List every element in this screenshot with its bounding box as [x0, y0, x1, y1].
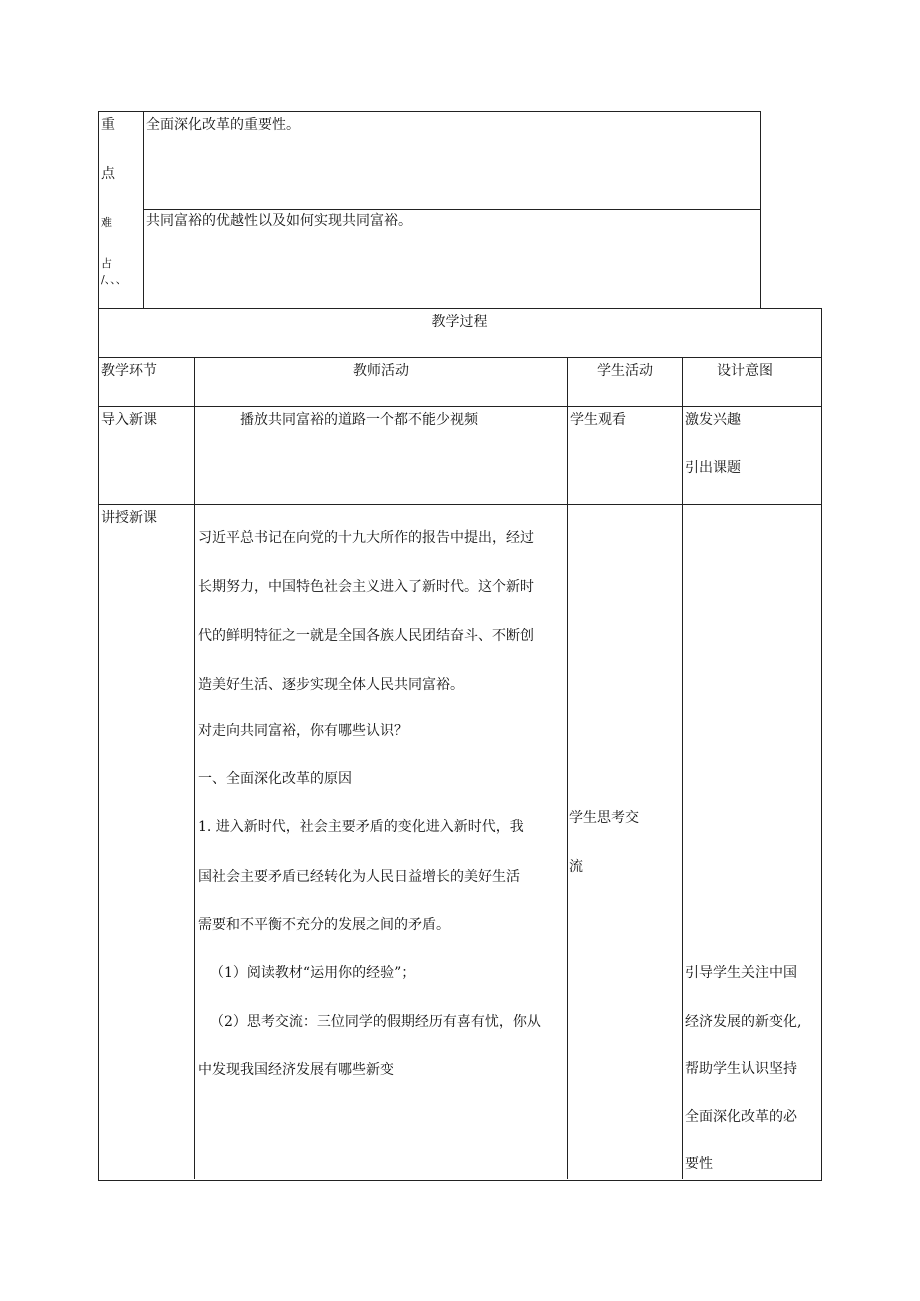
difficult-points-content: 共同富裕的优越性以及如何实现共同富裕。: [146, 213, 412, 229]
process-col-rule-3: [682, 357, 683, 1179]
lecture-intent-line-3: 帮助学生认识坚持: [685, 1061, 797, 1077]
header-student: 学生活动: [597, 363, 653, 379]
lecture-teacher-line-9: 需要和不平衡不充分的发展之间的矛盾。: [198, 917, 450, 933]
key-points-content: 全面深化改革的重要性。: [146, 117, 300, 133]
lecture-intent-line-1: 引导学生关注中国: [685, 965, 797, 981]
lecture-teacher-line-3: 代的鲜明特征之一就是全国各族人民团结奋斗、不断创: [198, 628, 534, 644]
process-table: [98, 308, 822, 1181]
lecture-teacher-line-11: （2）思考交流：三位同学的假期经历有喜有忧，你从: [210, 1014, 541, 1030]
intro-teacher: 播放共同富裕的道路一个都不能少视频: [240, 412, 478, 428]
header-intent: 设计意图: [717, 363, 773, 379]
lecture-teacher-line-6: 一、全面深化改革的原因: [198, 771, 352, 787]
process-rule-2: [98, 406, 821, 407]
lecture-teacher-line-1: 习近平总书记在向党的十九大所作的报告中提出，经过: [198, 530, 534, 546]
difficult-points-label-3: /、、、: [101, 273, 127, 286]
lecture-teacher-line-10: （1）阅读教材“运用你的经验”；: [210, 965, 416, 981]
lecture-stage: 讲授新课: [101, 510, 157, 526]
process-col-rule-2: [567, 357, 568, 1179]
key-points-divider-h: [143, 209, 760, 210]
lecture-student-line-1: 学生思考交: [569, 810, 639, 826]
intro-stage: 导入新课: [101, 412, 157, 428]
header-stage: 教学环节: [101, 363, 157, 379]
lecture-student-line-2: 流: [569, 859, 583, 875]
intro-intent-line-1: 激发兴趣: [685, 412, 741, 428]
key-points-label-2: 点: [101, 166, 115, 182]
lecture-intent-line-2: 经济发展的新变化,: [685, 1014, 802, 1030]
lecture-teacher-line-7: 1. 进入新时代，社会主要矛盾的变化进入新时代，我: [198, 819, 524, 835]
lecture-teacher-line-8: 国社会主要矛盾已经转化为人民日益增长的美好生活: [198, 869, 520, 885]
lecture-teacher-line-5: 对走向共同富裕，你有哪些认识？: [198, 723, 408, 739]
difficult-points-label-1: 难: [101, 216, 112, 229]
process-rule-3: [98, 504, 821, 505]
key-points-table: [98, 111, 761, 309]
process-col-rule-1: [194, 357, 195, 1179]
lecture-intent-line-4: 全面深化改革的必: [685, 1109, 797, 1125]
process-title: 教学过程: [431, 314, 488, 330]
lecture-intent-line-5: 要性: [685, 1156, 713, 1172]
process-rule-1: [98, 357, 821, 358]
lecture-teacher-line-12: 中发现我国经济发展有哪些新变: [198, 1062, 394, 1078]
lecture-teacher-line-4: 造美好生活、逐步实现全体人民共同富裕。: [198, 677, 464, 693]
difficult-points-label-2: 占: [101, 257, 112, 270]
lecture-teacher-line-2: 长期努力，中国特色社会主义进入了新时代。这个新时: [198, 579, 534, 595]
key-points-label-1: 重: [101, 117, 115, 133]
intro-student: 学生观看: [570, 412, 626, 428]
intro-intent-line-2: 引出课题: [685, 460, 741, 476]
header-teacher: 教师活动: [353, 363, 409, 379]
